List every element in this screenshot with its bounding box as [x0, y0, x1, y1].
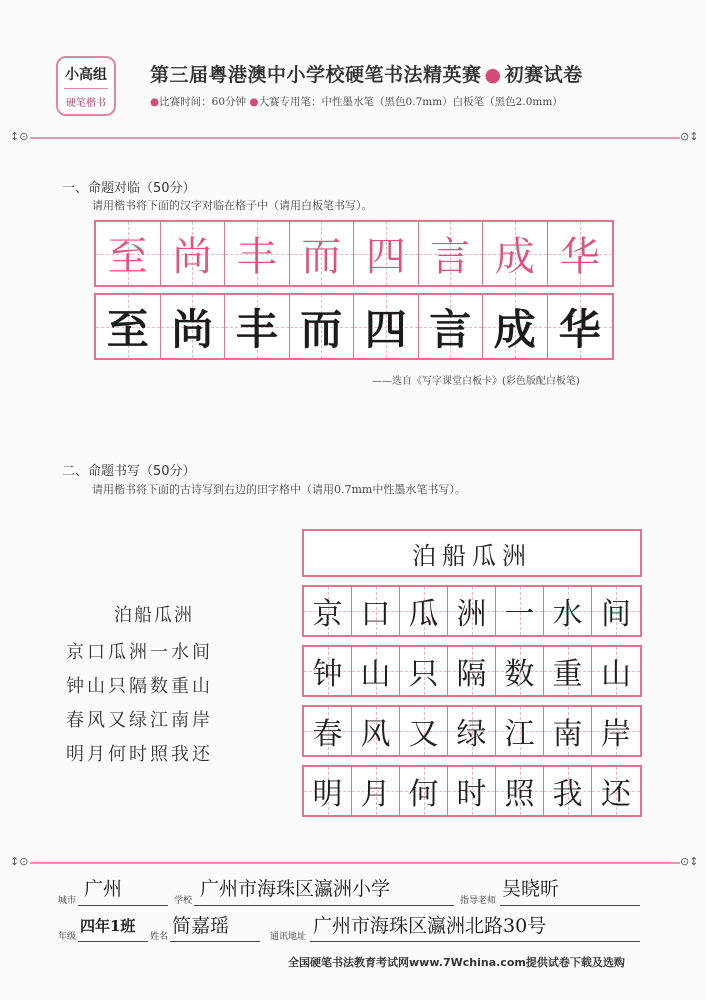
- grid-character: 间: [601, 597, 631, 632]
- grid-cell: [496, 707, 544, 755]
- grid-cell: [496, 767, 544, 815]
- grid-character: 四: [364, 304, 407, 354]
- grid-character: 数: [504, 657, 535, 692]
- poem-line: 京口瓜洲一水间: [66, 642, 213, 663]
- grid-cell: [448, 647, 496, 695]
- grid-character: 丰: [236, 234, 277, 280]
- school-label: 学校: [174, 896, 193, 906]
- grid-cell: [496, 647, 544, 695]
- grid-cell: [448, 767, 496, 815]
- grid-character: 成: [494, 234, 535, 280]
- address-value[interactable]: 广州市海珠区瀛洲北路30号: [313, 915, 547, 937]
- grid-cell: [544, 647, 592, 695]
- grid-character: 而: [300, 304, 343, 354]
- header-divider: [30, 137, 680, 139]
- exam-time: 比赛时间：60分钟: [159, 96, 247, 108]
- grid-character: 又: [408, 717, 439, 752]
- grid-cell: [544, 587, 592, 635]
- grid-character: 江: [504, 717, 535, 752]
- grid-cell: [400, 587, 448, 635]
- grid-character: 山: [360, 657, 391, 692]
- rule-cap-right-icon: ⊙↕: [680, 855, 699, 868]
- group-badge: [56, 56, 116, 116]
- section1-note: 请用楷书将下面的汉字对临在格子中（请用白板笔书写）。: [92, 199, 373, 212]
- grid-character: 重: [552, 657, 583, 692]
- bullet-dot: ●: [150, 96, 160, 108]
- grid-character: 春: [312, 717, 343, 752]
- title-sub: 初赛试卷: [504, 64, 583, 86]
- grid-character: 言: [430, 234, 471, 280]
- city-label: 城市: [58, 896, 77, 906]
- grid-cell: [544, 767, 592, 815]
- grid-character: 华: [558, 304, 601, 354]
- grid-cell: [548, 222, 613, 285]
- city-field-line: [78, 905, 168, 906]
- section2-heading: 二、命题书写（50分）: [62, 464, 196, 479]
- grid-character: 京: [312, 597, 343, 632]
- grid-cell: [304, 587, 352, 635]
- grid-character: 南: [552, 717, 583, 752]
- grid-character: 隔: [456, 657, 487, 692]
- teacher-label: 指导老师: [460, 896, 497, 906]
- grid-character: 我: [552, 777, 583, 812]
- grid-cell: [448, 587, 496, 635]
- grid-cell: [96, 295, 161, 358]
- grid-character: 风: [360, 717, 391, 752]
- grid-cell: [225, 295, 290, 358]
- grid-character: 尚: [171, 304, 214, 354]
- poem-line: 明月何时照我还: [66, 744, 213, 765]
- page-title: [150, 60, 583, 87]
- grid-character: 还: [601, 777, 631, 812]
- grid-cell: [352, 767, 400, 815]
- grid-character: 水: [552, 597, 583, 632]
- exam-info-line: [150, 94, 563, 109]
- title-separator: ●: [484, 64, 502, 86]
- footer-note: 全国硬笔书法教育考试网www.7Wchina.com提供试卷下载及选购: [288, 956, 625, 969]
- grid-character: 月: [360, 777, 391, 812]
- poem-grid-row: [302, 585, 642, 637]
- poem-line: 春风又绿江南岸: [66, 710, 213, 731]
- grid-cell: [400, 767, 448, 815]
- address-field-line: [310, 941, 640, 942]
- grid-character: 至: [106, 304, 149, 354]
- grid-cell: [304, 707, 352, 755]
- poem-line: 钟山只隔数重山: [66, 676, 213, 697]
- poem-grid-row: [302, 765, 642, 817]
- grid-cell: [544, 707, 592, 755]
- grid-cell: [592, 647, 640, 695]
- grid-cell: [419, 222, 484, 285]
- grid-cell: [448, 707, 496, 755]
- grid-character: 钟: [312, 657, 343, 692]
- grid-cell: [290, 222, 355, 285]
- grid-cell: [592, 707, 640, 755]
- grid-cell: [304, 767, 352, 815]
- grid-character: 只: [408, 657, 439, 692]
- grid-cell: [483, 222, 548, 285]
- poem-title-handwritten: 泊船瓜洲: [412, 541, 532, 570]
- bullet-dot: ●: [249, 96, 259, 108]
- grid-character: 瓜: [408, 597, 439, 632]
- teacher-value[interactable]: 吴晓昕: [502, 878, 560, 900]
- grid-character: 而: [301, 234, 342, 280]
- grid-character: 何: [408, 777, 439, 812]
- grid-character: 至: [107, 234, 148, 280]
- grid-cell: [354, 222, 419, 285]
- city-value[interactable]: 广州: [84, 878, 123, 900]
- grid-character: 华: [559, 234, 600, 280]
- grid-character: 时: [456, 777, 487, 812]
- grid-cell: [419, 295, 484, 358]
- grid-cell: [352, 647, 400, 695]
- grid-character: 洲: [456, 597, 487, 632]
- school-value[interactable]: 广州市海珠区瀛洲小学: [200, 878, 391, 900]
- grid-character: 照: [504, 777, 535, 812]
- badge-style: 硬笔楷书: [66, 98, 106, 109]
- grid-cell: [290, 295, 355, 358]
- name-value[interactable]: 简嘉瑶: [172, 915, 230, 937]
- poem-title: 泊船瓜洲: [114, 605, 194, 626]
- footer-divider: [30, 862, 680, 864]
- exam-pens: 大赛专用笔：中性墨水笔（黑色0.7mm）白板笔（黑色2.0mm）: [258, 96, 563, 108]
- grid-cell: [354, 295, 419, 358]
- grid-character: 一: [504, 597, 535, 632]
- badge-group: 小高组: [65, 67, 107, 83]
- grid-character: 丰: [235, 304, 278, 354]
- name-field-line: [170, 941, 260, 942]
- grid-cell: [161, 222, 226, 285]
- grid-character: 岸: [601, 717, 631, 752]
- rule-cap-left-icon: ↕⊙: [10, 855, 29, 868]
- school-field-line: [194, 905, 454, 906]
- source-credit: ——选自《写字课堂白板卡》(彩色版配白板笔): [372, 376, 580, 387]
- grid-cell: [352, 707, 400, 755]
- grid-character: 山: [601, 657, 631, 692]
- grid-cell: [483, 295, 548, 358]
- grade-field-line: [78, 941, 148, 942]
- address-label: 通讯地址: [270, 932, 307, 942]
- grid-character: 成: [493, 304, 536, 354]
- grid-cell: [161, 295, 226, 358]
- section1-heading: 一、命题对临（50分）: [62, 181, 196, 196]
- grid-cell: [592, 587, 640, 635]
- teacher-field-line: [500, 905, 640, 906]
- grid-character: 口: [360, 597, 391, 632]
- grid-character: 尚: [172, 234, 213, 280]
- grid-cell: [352, 587, 400, 635]
- grid-cell: [304, 647, 352, 695]
- poem-grid-row: [302, 645, 642, 697]
- grid-cell: [548, 295, 613, 358]
- practice-character-row: [94, 293, 614, 360]
- grid-cell: [400, 647, 448, 695]
- badge-divider: [64, 88, 108, 89]
- grid-cell: [400, 707, 448, 755]
- grid-character: 四: [365, 234, 406, 280]
- grid-character: 绿: [456, 717, 487, 752]
- rule-cap-right-icon: ⊙↕: [680, 130, 699, 143]
- section2-note: 请用楷书将下面的古诗写到右边的田字格中（请用0.7mm中性墨水笔书写）。: [92, 483, 466, 496]
- poem-grid-row: [302, 705, 642, 757]
- name-label: 姓名: [150, 932, 169, 942]
- grid-cell: [496, 587, 544, 635]
- grid-character: 明: [312, 777, 343, 812]
- grid-character: 言: [429, 304, 472, 354]
- rule-cap-left-icon: ↕⊙: [10, 130, 29, 143]
- grid-cell: [592, 767, 640, 815]
- grid-cell: [96, 222, 161, 285]
- poem-title-box: [302, 529, 642, 577]
- grid-cell: [225, 222, 290, 285]
- grade-label: 年级: [58, 932, 77, 942]
- title-main: 第三届粤港澳中小学校硬笔书法精英赛: [150, 64, 482, 86]
- model-character-row: [94, 220, 614, 287]
- grade-value[interactable]: 四年1班: [80, 917, 136, 935]
